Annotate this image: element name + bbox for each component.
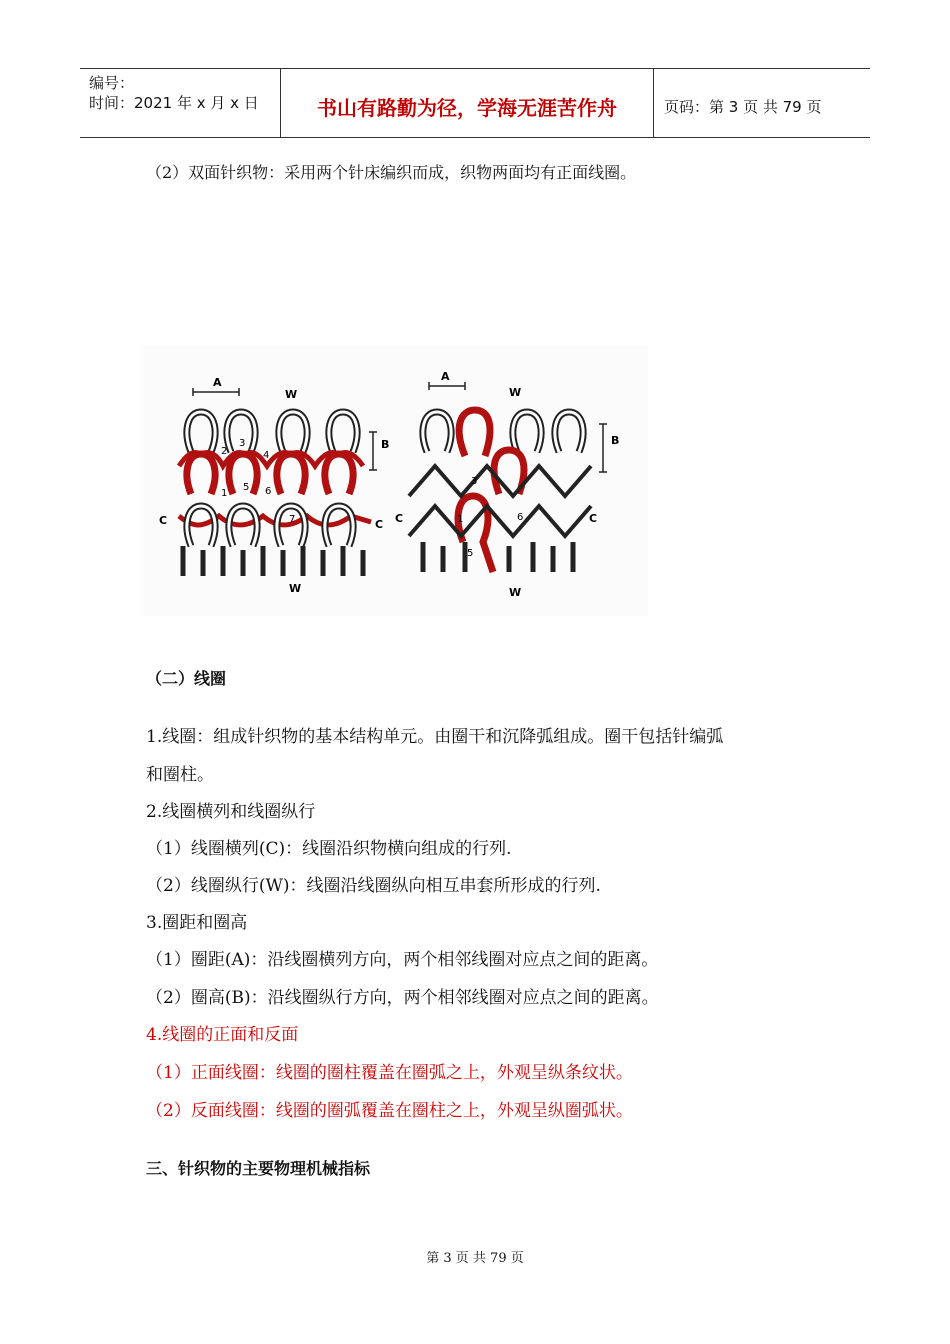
item-2-2: （2）线圈纵行(W)：线圈沿线圈纵向相互串套所形成的行列. bbox=[146, 876, 601, 896]
left-label-a: A bbox=[213, 376, 222, 389]
right-label-c-left: C bbox=[395, 512, 404, 525]
header-page-info: 页码：第 3 页 共 79 页 bbox=[664, 97, 822, 116]
document-number-label: 编号： bbox=[89, 74, 135, 92]
left-num-4: 4 bbox=[263, 450, 270, 461]
right-num-5: 5 bbox=[467, 548, 474, 559]
page-footer: 第 3 页 共 79 页 bbox=[426, 1251, 524, 1266]
header-meta bbox=[80, 69, 280, 137]
right-num-6: 6 bbox=[517, 512, 524, 523]
right-label-w-bottom: W bbox=[509, 586, 522, 599]
document-date: 时间：2021 年 x 月 x 日 bbox=[89, 94, 259, 112]
right-label-a: A bbox=[441, 370, 450, 383]
knit-loop-diagram bbox=[143, 346, 648, 616]
left-label-b: B bbox=[381, 438, 390, 451]
header-motto: 书山有路勤为径，学海无涯苦作舟 bbox=[280, 69, 654, 137]
double-knit-diagram bbox=[395, 370, 619, 599]
section-2-heading: （二）线圈 bbox=[146, 669, 227, 688]
item-1-line-b: 和圈柱。 bbox=[146, 765, 214, 785]
right-label-c-right: C bbox=[589, 512, 598, 525]
left-num-3: 3 bbox=[239, 438, 246, 449]
item-4-heading: 4.线圈的正面和反面 bbox=[146, 1025, 299, 1045]
page-header bbox=[80, 68, 870, 138]
item-3-heading: 3.圈距和圈高 bbox=[146, 913, 248, 933]
item-2-heading: 2.线圈横列和线圈纵行 bbox=[146, 802, 316, 822]
single-knit-diagram bbox=[159, 376, 389, 595]
left-label-w-bottom: W bbox=[289, 582, 302, 595]
right-num-3: 3 bbox=[471, 476, 478, 487]
section-3-heading: 三、针织物的主要物理机械指标 bbox=[146, 1159, 371, 1178]
item-4-2: （2）反面线圈：线圈的圈弧覆盖在圈柱之上，外观呈纵圈弧状。 bbox=[146, 1101, 633, 1121]
left-num-1: 1 bbox=[221, 488, 228, 499]
knit-structure-figure bbox=[143, 346, 648, 616]
item-3-1: （1）圈距(A)：沿线圈横列方向，两个相邻线圈对应点之间的距离。 bbox=[146, 950, 659, 970]
item-2-1: （1）线圈横列(C)：线圈沿织物横向组成的行列. bbox=[146, 839, 512, 859]
right-num-1: 1 bbox=[457, 514, 464, 525]
item-1-line-a: 1.线圈：组成针织物的基本结构单元。由圈干和沉降弧组成。圈干包括针编弧 bbox=[146, 727, 724, 747]
left-num-6: 6 bbox=[265, 486, 272, 497]
left-label-w-top: W bbox=[285, 388, 298, 401]
item-4-1: （1）正面线圈：线圈的圈柱覆盖在圈弧之上，外观呈纵条纹状。 bbox=[146, 1063, 633, 1083]
right-label-b: B bbox=[611, 434, 620, 447]
item-3-2: （2）圈高(B)：沿线圈纵行方向，两个相邻线圈对应点之间的距离。 bbox=[146, 988, 659, 1008]
left-num-2: 2 bbox=[221, 446, 228, 457]
left-num-7: 7 bbox=[289, 514, 296, 525]
left-label-c-right: C bbox=[375, 518, 384, 531]
double-knit-paragraph: （2）双面针织物：采用两个针床编织而成，织物两面均有正面线圈。 bbox=[146, 163, 637, 182]
right-label-w-top: W bbox=[509, 386, 522, 399]
left-label-c-left: C bbox=[159, 514, 168, 527]
left-num-5: 5 bbox=[243, 482, 250, 493]
